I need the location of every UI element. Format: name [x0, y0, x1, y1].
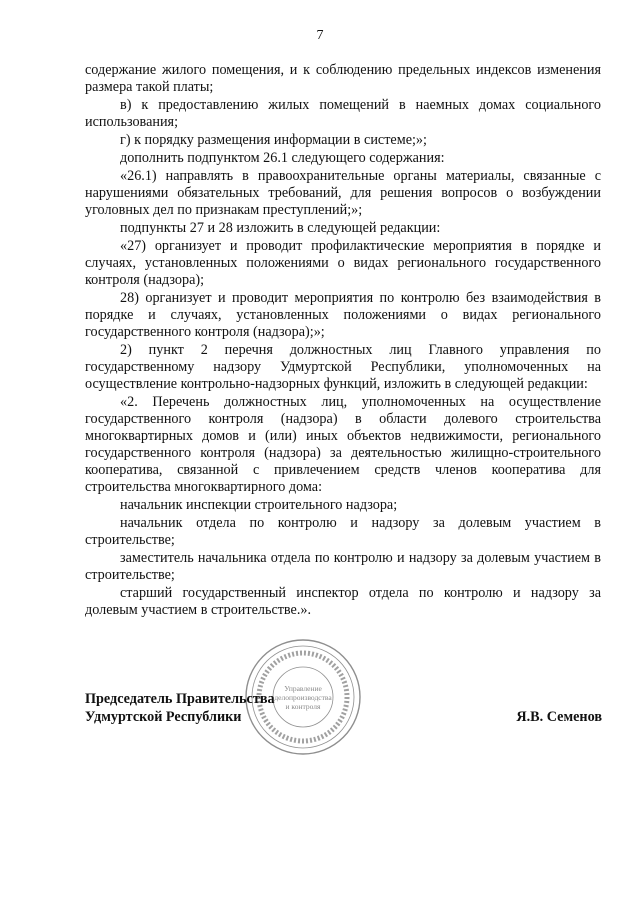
signature-title-line-2: Удмуртской Республики [85, 709, 242, 725]
paragraph: содержание жилого помещения, и к соблюдению предельных индексов изменения размера такой платы; [85, 62, 601, 95]
paragraph: старший государственный инспектор отдела по контролю и надзору за долевым участием в строительстве.». [85, 585, 601, 618]
signature-name: Я.В. Семенов [516, 709, 602, 725]
stamp-text-line-1: Управление [284, 684, 322, 693]
paragraph: в) к предоставлению жилых помещений в наемных домах социального использования; [85, 97, 601, 130]
paragraph: «2. Перечень должностных лиц, уполномоченных на осуществление государственного контроля (надзора) в области долевого строительства многоквартирных домов и (или) иных объектов недвижимости, регионального государственного контроля (надзора) за деятельностью жилищно-строительного кооператива, связанной с привлечением средств членов кооператива для строительства многоквартирного дома: [85, 394, 601, 495]
page-number: 7 [316, 28, 324, 43]
signature-title [85, 690, 275, 726]
paragraph: 2) пункт 2 перечня должностных лиц Главного управления по государственному надзору Удмуртской Республики, уполномоченных на осуществление контрольно-надзорных функций, изложить в следующей редакции: [85, 342, 601, 392]
stamp-text-line-3: и контроля [285, 702, 321, 711]
paragraph: дополнить подпунктом 26.1 следующего содержания: [120, 150, 445, 166]
paragraph: заместитель начальника отдела по контролю и надзору за долевым участием в строительстве; [85, 550, 601, 583]
document-body [85, 62, 601, 620]
signature-title-line-1: Председатель Правительства [85, 691, 275, 707]
paragraph: начальник отдела по контролю и надзору за долевым участием в строительстве; [85, 515, 601, 548]
paragraph: 28) организует и проводит мероприятия по контролю без взаимодействия в порядке и случаях, установленных положениями о видах регионального государственного контроля (надзора);»; [85, 290, 601, 340]
paragraph: «27) организует и проводит профилактические мероприятия в порядке и случаях, установленных положениями о видах регионального государственного контроля (надзора); [85, 238, 601, 288]
paragraph: «26.1) направлять в правоохранительные органы материалы, связанные с нарушениями обязательных требований, для решения вопросов о возбуждении уголовных дел по признакам преступлений;»; [85, 168, 601, 218]
paragraph: подпункты 27 и 28 изложить в следующей редакции: [120, 220, 441, 236]
stamp-text-line-2: делопроизводства [274, 693, 332, 702]
paragraph: г) к порядку размещения информации в системе;»; [120, 132, 427, 148]
paragraph: начальник инспекции строительного надзора; [120, 497, 398, 513]
